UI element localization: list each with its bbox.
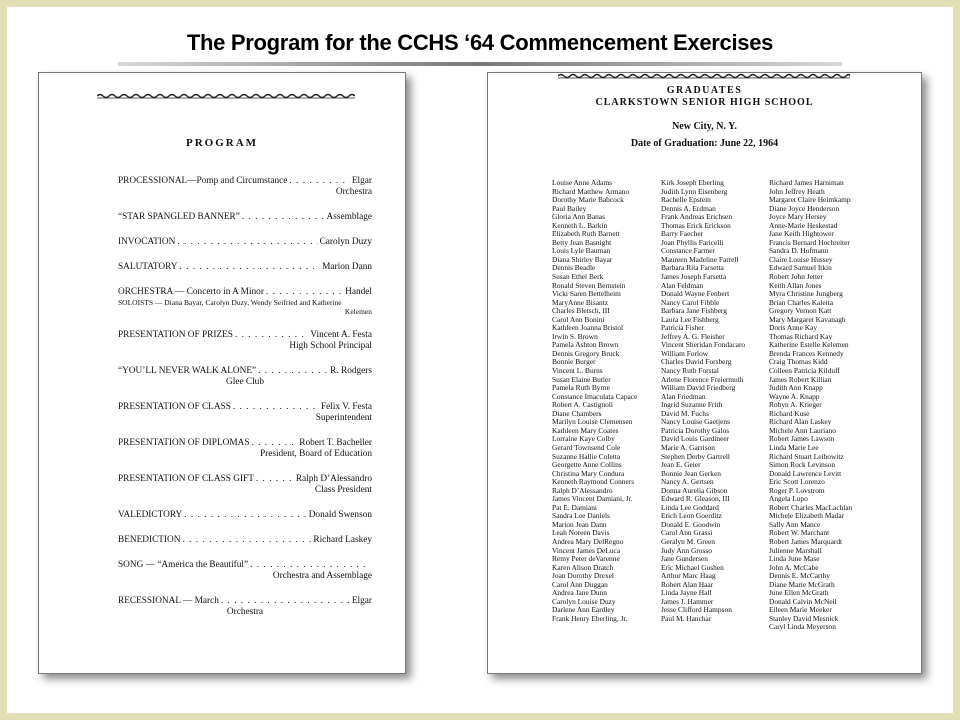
graduate-name: Francis Bernard Hochreiter	[769, 237, 850, 247]
graduate-name: Joan Dorothy Drexel	[552, 571, 614, 581]
graduate-name: Edward Samuel Itkin	[769, 263, 832, 273]
leader-dots	[256, 474, 294, 485]
leader-dots	[289, 176, 349, 187]
graduate-name: Patricia Fisher	[661, 323, 704, 333]
graduate-name: Kathleen Mary Coates	[552, 425, 619, 435]
program-item-performer: Elgar	[351, 596, 372, 606]
graduate-name: Karen Alison Dratch	[552, 562, 614, 572]
program-heading: PROGRAM	[185, 137, 259, 149]
graduate-name: Robyn A. Krieger	[769, 400, 822, 410]
graduate-name: Pamela Ashton Brown	[552, 340, 619, 350]
graduate-name: Georgette Anne Collins	[552, 460, 622, 470]
program-item-subtitle: Superintendent	[315, 413, 372, 423]
graduate-name: Katherine Estelle Kelemen	[769, 340, 849, 350]
program-item-title: “YOU’LL NEVER WALK ALONE”	[118, 366, 257, 376]
program-item-line	[118, 366, 372, 377]
graduate-name: Vincent James DeLuca	[552, 545, 621, 555]
graduate-name: Darlene Ann Eardley	[552, 605, 615, 615]
graduate-name: Linda June Mase	[769, 554, 820, 564]
graduate-name: Susan Elaine Butler	[552, 374, 611, 384]
graduate-name: Carolyn Louise Duzy	[552, 596, 616, 606]
graduate-name: Carol Ann Grassi	[661, 528, 713, 538]
program-item-line	[118, 262, 372, 273]
graduate-name: Nancy Carol Fibble	[661, 297, 720, 307]
graduate-name: Margaret Claire Heimkamp	[769, 195, 851, 205]
graduate-name: Thomas Erick Erickson	[661, 220, 731, 230]
graduate-name: Diane Joyce Henderson	[769, 203, 840, 213]
graduate-name: Dennis Gregory Bruck	[552, 348, 620, 358]
graduate-name: William Forlow	[661, 348, 709, 358]
graduate-name: Vicki Saren Bettelheim	[552, 289, 621, 299]
graduate-name: Jesse Clifford Hampson	[661, 605, 732, 615]
graduate-name: Constance Farmer	[661, 246, 715, 256]
graduate-name: Anne-Marie Heskestad	[769, 220, 838, 230]
program-item-line	[118, 402, 372, 413]
graduates-page	[487, 72, 922, 674]
graduate-name: Linda Jayne Hall	[661, 588, 712, 598]
graduate-name: Angela Lupo	[769, 494, 808, 504]
graduate-name: Colleen Patricia Kilduff	[769, 366, 840, 376]
graduate-name: Diana Shirley Bayar	[552, 254, 613, 264]
graduate-name: Donald Lawrence Levitt	[769, 468, 842, 478]
leader-dots	[252, 438, 298, 449]
program-item	[118, 366, 372, 388]
graduate-name: James Robert Killian	[769, 374, 832, 384]
graduate-name: Frank Andreas Erichsen	[661, 212, 733, 222]
graduate-name: Robert James Marquardt	[769, 536, 843, 546]
graduate-name: Sandra Lee Daniels	[552, 511, 610, 521]
graduate-name: Craig Thomas Kidd	[769, 357, 828, 367]
graduate-name: Barbara Rita Farsetta	[661, 263, 724, 273]
graduate-name: Charles Bletsch, III	[552, 306, 610, 316]
program-item-line	[118, 330, 372, 341]
graduate-name: Brenda Frances Kennedy	[769, 348, 844, 358]
graduate-name: Jane Gundersen	[661, 554, 708, 564]
graduate-name: Charles David Forsberg	[661, 357, 732, 367]
graduate-name: Kirk Joseph Eberling	[661, 178, 724, 187]
program-item	[118, 560, 372, 582]
graduate-name: MaryAnne Bisantz	[552, 297, 609, 307]
graduate-name: Rachelle Epstein	[661, 195, 711, 205]
graduate-name: Mary Margaret Kavanagh	[769, 314, 846, 324]
program-item-title: BENEDICTION	[118, 535, 181, 545]
program-item-line	[118, 237, 372, 248]
graduate-name: Christina Mary Condura	[552, 468, 625, 478]
program-item	[118, 438, 372, 460]
graduate-name: Judith Lynn Eisenberg	[661, 186, 728, 196]
leader-dots	[258, 366, 328, 377]
graduate-name: Marilyn Louise Clemensen	[552, 417, 633, 427]
leader-dots	[233, 402, 319, 413]
program-item-performer: Donald Swenson	[308, 510, 372, 520]
program-item-subtitle: Orchestra and Assemblage	[272, 571, 372, 581]
graduation-date: Date of Graduation: June 22, 1964	[630, 138, 779, 149]
program-page	[38, 72, 406, 674]
graduate-name: Alan Friedman	[661, 391, 706, 401]
leader-dots	[242, 212, 325, 223]
graduate-name: Richard Stuart Leibowitz	[769, 451, 844, 461]
program-item-title: PRESENTATION OF DIPLOMAS	[118, 438, 250, 448]
program-item-title: INVOCATION	[118, 237, 176, 247]
program-item-subtitle: Orchestra	[335, 187, 372, 197]
program-item-line	[118, 474, 372, 485]
program-item	[118, 287, 372, 316]
graduate-name: Leah Noreen Davis	[552, 528, 610, 538]
graduate-name: Nancy Louise Gaetjens	[661, 417, 730, 427]
ornamental-border-top	[97, 93, 355, 99]
graduate-name: Patricia Dorothy Galos	[661, 425, 730, 435]
program-item-soloists: SOLOISTS — Diana Bayar, Carolyn Duzy, Wendy Seifried and Katherine	[118, 298, 342, 307]
graduate-name: Ingrid Suzanne Frith	[661, 400, 723, 410]
graduate-name: Myra Christine Jungberg	[769, 289, 843, 299]
graduate-name: William David Friedberg	[661, 383, 736, 393]
program-item-line	[118, 176, 372, 187]
program-item-performer: R. Rodgers	[330, 366, 372, 376]
graduate-name: Ronald Steven Bernstein	[552, 280, 626, 290]
graduate-name: Paul M. Hanchar	[661, 613, 712, 623]
graduate-name: Lorraine Kaye Colby	[552, 434, 615, 444]
graduate-name: Pamela Ruth Byrne	[552, 383, 610, 393]
program-item-performer: Vincent A. Festa	[310, 330, 372, 340]
graduate-name: Donald Calvin McNeil	[769, 596, 837, 606]
program-item-performer: Assemblage	[326, 212, 372, 222]
program-item	[118, 330, 372, 352]
graduate-name: Alan Feldman	[661, 280, 704, 290]
program-item	[118, 402, 372, 424]
graduate-name: Barbara Jane Fishberg	[661, 306, 727, 316]
program-item-title: SALUTATORY	[118, 262, 178, 272]
school-city: New City, N. Y.	[672, 121, 737, 132]
graduate-name: Marion Jean Dann	[552, 519, 607, 529]
graduate-name: Wayne A. Knapp	[769, 391, 820, 401]
program-item-title: SONG — “America the Beautiful”	[118, 560, 249, 570]
graduate-name: Claire Louise Hussey	[769, 254, 833, 264]
graduate-name: Vincent Sheridan Fondacaro	[661, 340, 746, 350]
program-item-performer: Carolyn Duzy	[319, 237, 372, 247]
graduate-name: Eric Scott Lorenzo	[769, 477, 825, 487]
title-rule	[118, 62, 842, 66]
graduate-name: Dennis A. Erdman	[661, 203, 716, 213]
graduate-name: Ralph D’Alessandro	[552, 485, 613, 495]
graduate-name: June Ellen McGrath	[769, 588, 829, 598]
program-items	[118, 176, 372, 632]
leader-dots	[180, 262, 321, 273]
graduate-name: Michele Ann Lauriano	[769, 425, 836, 435]
graduate-name: Carol Ann Bonini	[552, 314, 605, 324]
graduate-name: Susan Ethel Berk	[552, 272, 604, 282]
graduate-name: Diane Marie McGrath	[769, 579, 835, 589]
program-item-subtitle: High School Principal	[289, 341, 372, 351]
slide-title: The Program for the CCHS ‘64 Commencement Exercises	[186, 30, 774, 55]
graduate-name: John A. McCabe	[769, 562, 819, 572]
program-item-title: “STAR SPANGLED BANNER”	[118, 212, 240, 222]
program-item	[118, 237, 372, 248]
graduate-name: Simon Rock Levinson	[769, 460, 836, 470]
graduate-name: Louise Anne Adams	[552, 178, 612, 187]
graduate-name: Jeffrey A. G. Fleisher	[661, 331, 725, 341]
program-item-title: VALEDICTORY	[118, 510, 183, 520]
graduate-name: Nancy Ruth Forstal	[661, 366, 719, 376]
graduate-name: Brian Charles Kaleita	[769, 297, 834, 307]
graduate-name: Keith Allan Jones	[769, 280, 822, 290]
graduate-name: Frank Henry Eberling, Jr.	[552, 613, 628, 623]
graduate-name: Vincent L. Burns	[552, 366, 603, 376]
graduate-name: Geralyn M. Green	[661, 536, 715, 546]
program-item-subtitle: President, Board of Education	[259, 449, 372, 459]
graduate-name: Irwin S. Brown	[552, 331, 598, 341]
program-item	[118, 535, 372, 546]
graduate-name: Joyce Mary Hersey	[769, 212, 827, 222]
leader-dots	[266, 287, 343, 298]
graduate-name: Kathleen Joanna Bristol	[552, 323, 624, 333]
graduate-name: Judy Ann Grosso	[661, 545, 712, 555]
graduate-name: Bonnie Burger	[552, 357, 596, 367]
program-item-performer: Robert T. Bacheller	[299, 438, 372, 448]
program-item	[118, 262, 372, 273]
graduate-name: Linda Marie Lee	[769, 442, 819, 452]
graduate-name: Robert A. Castignoli	[552, 400, 613, 410]
graduate-name: Donna Aurelia Gibson	[661, 485, 728, 495]
graduate-name: Betty Jean Basnight	[552, 237, 612, 247]
ornamental-border-top	[558, 73, 850, 79]
program-item-subtitle: Class President	[314, 485, 372, 495]
program-item-performer: Richard Laskey	[313, 535, 372, 545]
program-item-subtitle: Glee Club	[226, 377, 264, 387]
graduate-name: Michele Elizabeth Madar	[769, 511, 845, 521]
program-item-performer: Ralph D’Alessandro	[295, 474, 372, 484]
program-item-title: PRESENTATION OF CLASS GIFT	[118, 474, 254, 484]
graduate-name: Thomas Richard Kay	[769, 331, 833, 341]
graduate-name: Kenneth Raymond Conners	[552, 477, 635, 487]
graduate-name: John Jeffrey Heath	[769, 186, 825, 196]
graduates-column-1	[552, 179, 637, 623]
graduates-column-3	[769, 179, 852, 632]
leader-dots	[235, 330, 308, 341]
graduate-name: Kenneth L. Barkin	[552, 220, 608, 230]
graduate-name: Arthur Marc Haag	[661, 571, 716, 581]
program-item-line	[118, 287, 372, 298]
graduate-name: Barry Faecher	[661, 229, 704, 239]
program-item-line	[118, 560, 372, 571]
program-item-performer: Felix V. Festa	[320, 402, 372, 412]
graduate-name: Edward R. Gleason, III	[661, 494, 730, 504]
graduate-name: Richard Alan Laskey	[769, 417, 832, 427]
program-item-line	[118, 212, 372, 223]
program-item-title: PROCESSIONAL—Pomp and Circumstance	[118, 176, 288, 186]
graduate-name: Dennis Beadle	[552, 263, 596, 273]
program-item-title: ORCHESTRA — Concerto in A Minor	[118, 287, 264, 297]
graduate-name: Pat E. Damiani	[552, 502, 597, 512]
graduates-title: GRADUATES	[666, 85, 743, 96]
program-item-title: PRESENTATION OF CLASS	[118, 402, 231, 412]
school-name: CLARKSTOWN SENIOR HIGH SCHOOL	[595, 97, 814, 108]
graduate-name: Andrea Jane Dunn	[552, 588, 608, 598]
graduates-column-2	[661, 179, 745, 623]
graduate-name: Stanley David Mesnick	[769, 613, 839, 623]
program-item-performer: Marion Dann	[322, 262, 372, 272]
graduate-name: Eric Michael Gushen	[661, 562, 724, 572]
graduate-name: Linda Lee Goddard	[661, 502, 719, 512]
program-item	[118, 596, 372, 618]
graduate-name: Jean E. Geier	[661, 460, 701, 470]
graduate-name: Robert John Jetter	[769, 272, 823, 282]
graduate-name: Gregory Vernon Katt	[769, 306, 832, 316]
graduate-name: James Joseph Farsetta	[661, 272, 727, 282]
graduate-name: Erich Leon Goerditz	[661, 511, 722, 521]
graduate-name: Stephen Derby Gartrell	[661, 451, 730, 461]
graduate-name: Eileen Marie Meeker	[769, 605, 832, 615]
graduate-name: Robert Alan Haar	[661, 579, 714, 589]
leader-dots	[184, 510, 306, 521]
graduate-name: Joan Phyllis Faricelli	[661, 237, 724, 247]
graduate-name: Paul Bailey	[552, 203, 587, 213]
program-item-line	[118, 438, 372, 449]
leader-dots	[177, 237, 317, 248]
graduate-name: Roger P. Lovstrom	[769, 485, 825, 495]
graduate-name: Louis Lyle Bauman	[552, 246, 611, 256]
graduate-name: Suzanne Hallie Coletta	[552, 451, 621, 461]
graduate-name: Robert James Lawson	[769, 434, 835, 444]
graduate-name: Richard Kuse	[769, 408, 810, 418]
program-item-performer: Handel	[345, 287, 372, 297]
graduate-name: Dorothy Marie Babcock	[552, 195, 624, 205]
graduate-name: Dennis E. McCarthy	[769, 571, 830, 581]
graduate-name: Gloria Ann Banas	[552, 212, 605, 222]
graduate-name: Nancy A. Gertsen	[661, 477, 714, 487]
graduate-name: David M. Fuchs	[661, 408, 709, 418]
graduate-name: Richard James Harniman	[769, 178, 844, 187]
graduate-name: Jane Keith Hightower	[769, 229, 834, 239]
program-item	[118, 176, 372, 198]
program-item-line	[118, 510, 372, 521]
program-item	[118, 474, 372, 496]
graduate-name: Julienne Marshall	[769, 545, 822, 555]
graduate-name: James J. Hammer	[661, 596, 714, 606]
program-item-performer: Elgar	[351, 176, 372, 186]
graduate-name: Laura Lee Fishberg	[661, 314, 719, 324]
graduate-name: Remy Peter deVarenne	[552, 554, 620, 564]
graduate-name: Robert Charles MacLachlan	[769, 502, 853, 512]
leader-dots	[250, 560, 370, 571]
graduate-name: Sally Ann Mance	[769, 519, 821, 529]
graduate-name: Sandra D. Hofmann	[769, 246, 829, 256]
graduate-name: Andrea Mary DelRegno	[552, 536, 624, 546]
program-item	[118, 212, 372, 223]
graduate-name: David Louis Gardineer	[661, 434, 730, 444]
graduate-name: Judith Ann Knapp	[769, 383, 823, 393]
graduate-name: Doris Anne Kay	[769, 323, 818, 333]
leader-dots	[221, 596, 350, 607]
graduate-name: Gerard Townsend Cole	[552, 442, 621, 452]
program-item-title: PRESENTATION OF PRIZES	[118, 330, 233, 340]
graduate-name: Richard Matthew Armano	[552, 186, 630, 196]
leader-dots	[183, 535, 312, 546]
graduate-name: Robert W. Marchant	[769, 528, 830, 538]
program-item-subtitle: Orchestra	[226, 607, 264, 617]
graduate-name: Constance Imaculata Capace	[552, 391, 638, 401]
program-item-soloists-cont: Kelemen	[344, 307, 372, 316]
graduate-name: Caryl Linda Meyerson	[769, 622, 836, 632]
graduate-name: Carol Ann Duggan	[552, 579, 608, 589]
program-item-line	[118, 596, 372, 607]
program-item-line	[118, 535, 372, 546]
program-item-title: RECESSIONAL — March	[118, 596, 219, 606]
graduate-name: Elizabeth Ruth Barnett	[552, 229, 620, 239]
graduate-name: James Vincent Damiani, Jr.	[552, 494, 633, 504]
graduate-name: Donald Wayne Fenbert	[661, 289, 730, 299]
graduate-name: Marie A. Garrison	[661, 442, 715, 452]
graduate-name: Arlene Florence Freiermuth	[661, 374, 744, 384]
graduate-name: Maureen Madeline Farrell	[661, 254, 739, 264]
program-item	[118, 510, 372, 521]
graduate-name: Bonnie Jean Gerken	[661, 468, 721, 478]
graduate-name: Donald E. Goodwin	[661, 519, 721, 529]
graduate-name: Diane Chambers	[552, 408, 602, 418]
